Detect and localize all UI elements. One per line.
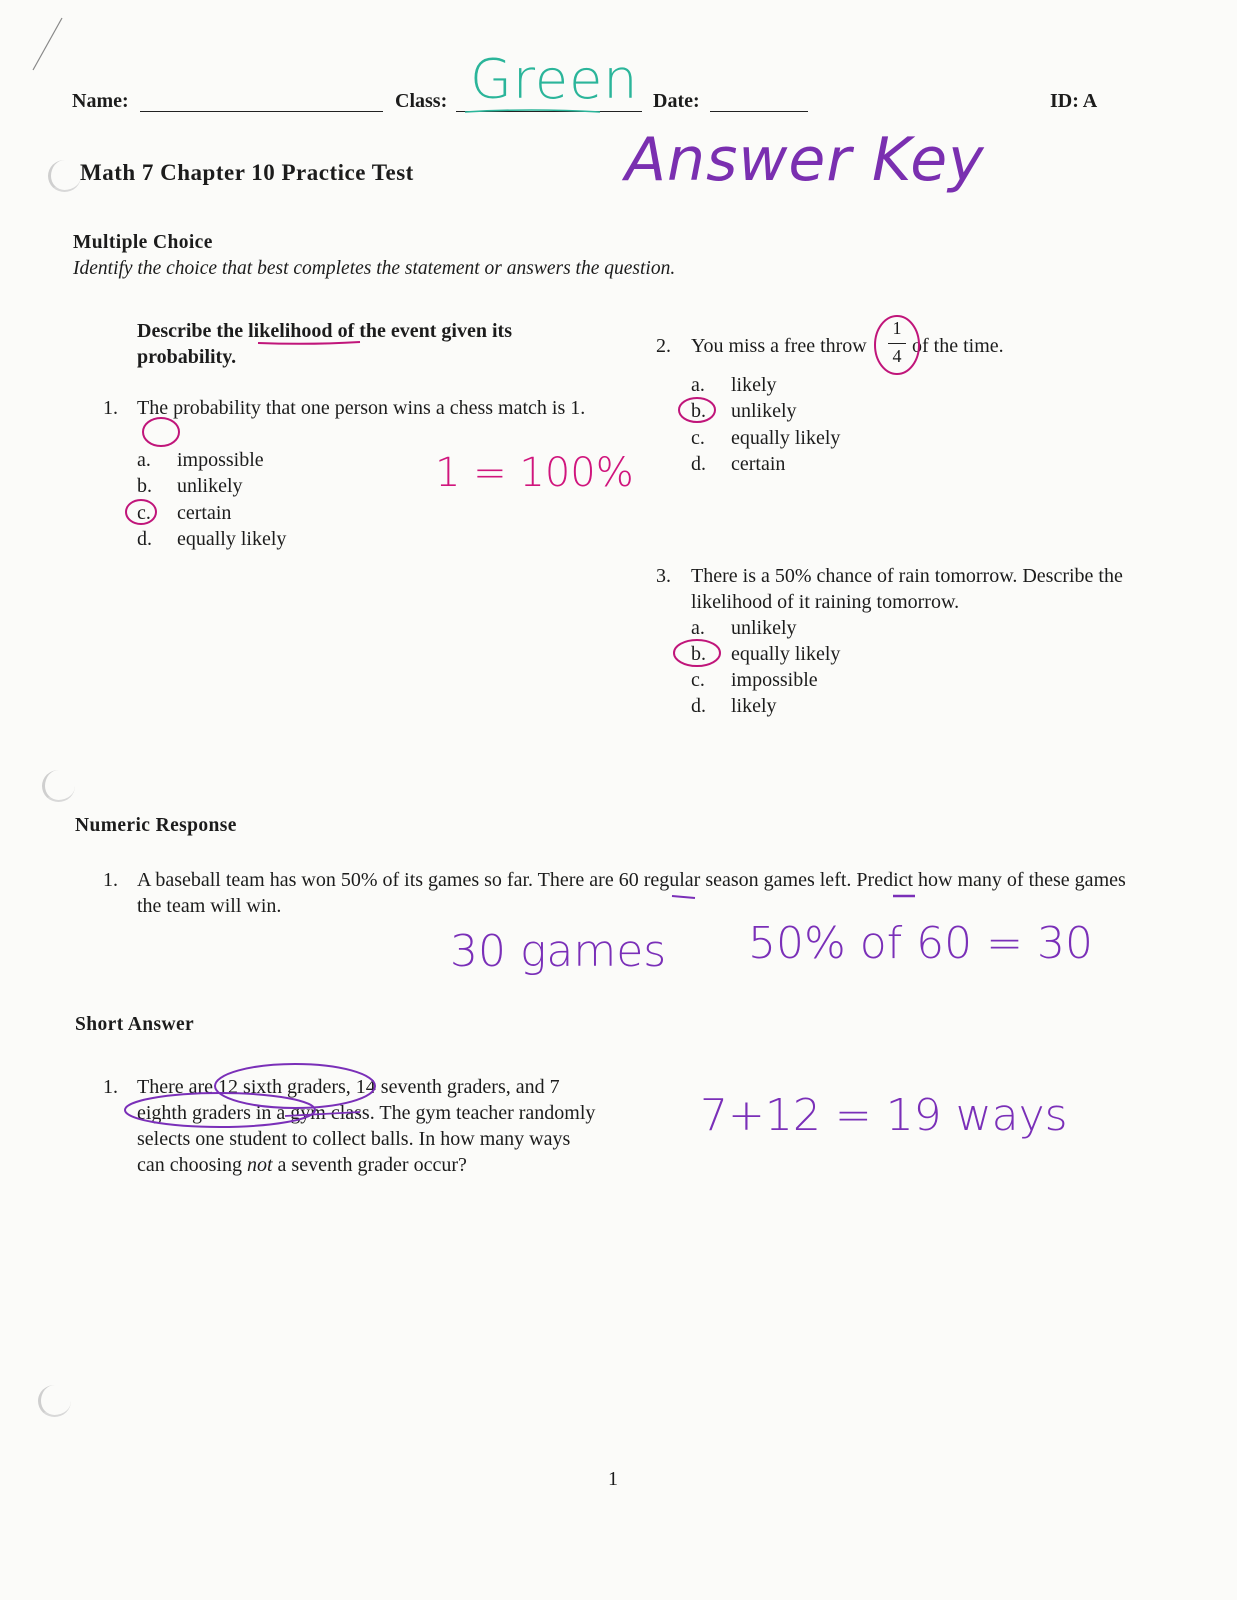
mc-q1-circled-value: 1. xyxy=(570,397,586,419)
nr-underline-60 xyxy=(672,896,695,898)
group-prompt-part1: Describe the xyxy=(137,320,249,342)
choice-letter: b. xyxy=(137,475,152,497)
nr-q1-handwritten-work: 50% of 60 = 30 xyxy=(748,918,1093,969)
choice-letter: d. xyxy=(691,453,706,475)
choice-text: equally likely xyxy=(731,643,841,665)
choice-letter: c. xyxy=(691,427,705,449)
choice-text: equally likely xyxy=(731,427,841,449)
mc-q3-number: 3. xyxy=(656,565,671,587)
mc-q2-text-before: You miss a free throw xyxy=(691,335,867,357)
multiple-choice-heading: Multiple Choice xyxy=(73,232,213,253)
answer-key-handwritten: Answer Key xyxy=(625,125,985,195)
q1-circle-value xyxy=(143,418,179,446)
likelihood-underline xyxy=(258,342,360,344)
class-label: Class: xyxy=(395,90,448,112)
class-handwritten: Green xyxy=(470,48,639,111)
mc-q1-number: 1. xyxy=(103,397,118,419)
choice-letter: d. xyxy=(691,695,706,717)
nr-q1-handwritten-answer: 30 games xyxy=(450,926,667,977)
choice-text: impossible xyxy=(731,669,818,691)
mc-q1-text-part1: The probability that one person wins a chess match is xyxy=(137,397,571,419)
sa-q1-number: 1. xyxy=(103,1076,118,1098)
page-title: Math 7 Chapter 10 Practice Test xyxy=(80,160,414,185)
mc-q2-fraction-numerator: 1 xyxy=(892,318,902,338)
sa-strike-in-a-gym xyxy=(285,1112,360,1116)
choice-text: likely xyxy=(731,695,777,717)
choice-letter: b. xyxy=(691,643,706,665)
q3-circle-answer-b xyxy=(674,640,720,666)
numeric-response-heading: Numeric Response xyxy=(75,815,237,836)
choice-letter: c. xyxy=(137,502,151,524)
choice-letter: b. xyxy=(691,400,706,422)
mc-q2-number: 2. xyxy=(656,335,671,357)
choice-text: certain xyxy=(731,453,786,475)
choice-text: unlikely xyxy=(731,617,797,639)
choice-letter: d. xyxy=(137,528,152,550)
multiple-choice-instructions: Identify the choice that best completes the statement or answers the question. xyxy=(73,258,676,279)
mc-q2-fraction-denominator: 4 xyxy=(892,346,902,366)
choice-text: impossible xyxy=(177,449,264,471)
mc-q3-text: There is a 50% chance of rain tomorrow. Describe the likelihood of it raining tomorrow. xyxy=(691,565,1123,613)
choice-letter: a. xyxy=(691,617,705,639)
choice-letter: c. xyxy=(691,669,705,691)
page-number: 1 xyxy=(608,1468,618,1490)
short-answer-heading: Short Answer xyxy=(75,1014,195,1035)
q1-circle-answer-c xyxy=(126,500,156,524)
choice-text: certain xyxy=(177,502,232,524)
choice-text: likely xyxy=(731,374,777,396)
choice-text: unlikely xyxy=(177,475,243,497)
name-label: Name: xyxy=(72,90,129,112)
q2-circle-answer-b xyxy=(679,398,715,422)
choice-letter: a. xyxy=(691,374,705,396)
sa-q1-text-a: There are 12 sixth graders, 14 seventh graders, and 7 eighth graders in a gym class. The gym teacher randomly selects one student to collect balls. In how many ways can choosing xyxy=(137,1076,596,1176)
id-label: ID: A xyxy=(1050,90,1098,112)
sa-circle-sixth xyxy=(215,1064,375,1108)
date-label: Date: xyxy=(653,90,700,112)
sa-q1-handwritten-work: 7+12 = 19 ways xyxy=(700,1090,1068,1141)
choice-text: equally likely xyxy=(177,528,287,550)
nr-q1-number: 1. xyxy=(103,869,118,891)
choice-letter: a. xyxy=(137,449,151,471)
corner-pen-mark xyxy=(33,18,62,70)
mc-q1-handwritten-note: 1 = 100% xyxy=(435,450,634,496)
q2-circle-fraction xyxy=(875,316,919,374)
choice-text: unlikely xyxy=(731,400,797,422)
group-prompt-part2: of the event given its probability. xyxy=(137,320,512,368)
group-prompt-underlined: likelihood xyxy=(248,320,333,342)
sa-q1-text-emphasis: not xyxy=(246,1154,273,1176)
class-green-underline xyxy=(465,110,600,112)
mc-q2-text-after: of the time. xyxy=(912,335,1004,357)
nr-q1-text: A baseball team has won 50% of its games so far. There are 60 regular season games left. Predict how many of these games the team will win. xyxy=(137,869,1126,917)
sa-circle-eighth xyxy=(125,1093,315,1127)
sa-q1-text-b: a seventh grader occur? xyxy=(272,1154,467,1176)
